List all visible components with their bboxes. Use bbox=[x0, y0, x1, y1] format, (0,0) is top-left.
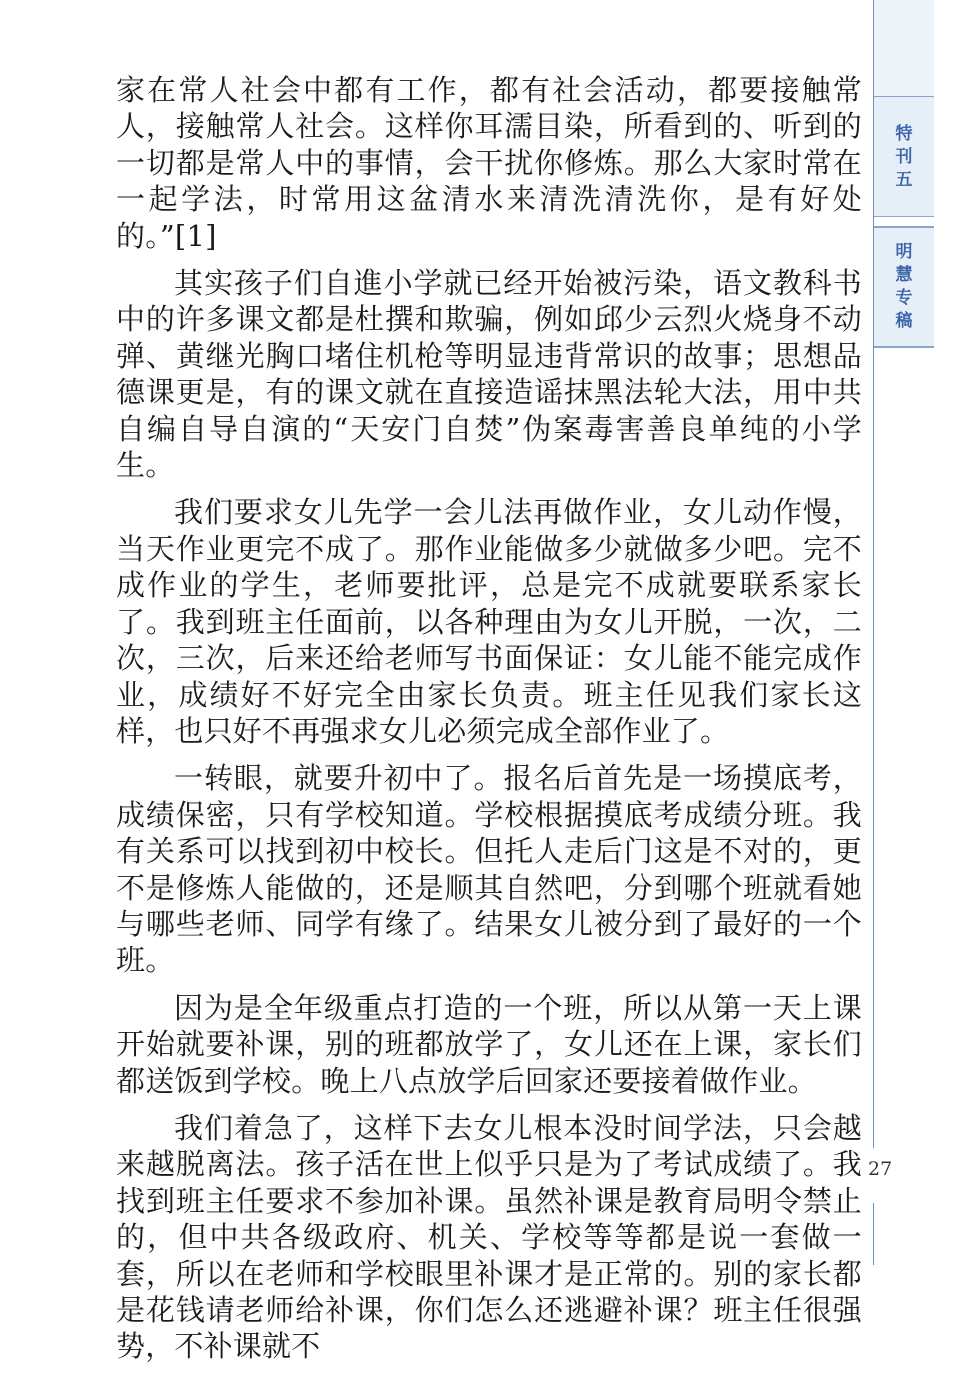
sidebar-top-band bbox=[874, 0, 934, 96]
tab-char: 特 bbox=[895, 123, 913, 144]
paragraph: 家在常人社会中都有工作，都有社会活动，都要接触常人，接触常人社会。这样你耳濡目染，所看到的、听到的一切都是常人中的事情，会干扰你修炼。那么大家时常在一起学法，时常用这盆清水来清洗清洗你，是有好处的。”[1] bbox=[116, 73, 862, 253]
paragraph: 我们着急了，这样下去女儿根本没时间学法，只会越来越脱离法。孩子活在世上似乎只是为了考试成绩了。我找到班主任要求不参加补课。虽然补课是教育局明令禁止的，但中共各级政府、机关、学校等等都是说一套做一套，所以在老师和学校眼里补课才是正常的。别的家长都是花钱请老师给补课，你们怎么还逃避补课？班主任很强势，不补课就不 bbox=[116, 1110, 862, 1364]
tab-char: 专 bbox=[895, 288, 913, 308]
sidebar-tab-special-issue bbox=[874, 96, 934, 219]
tab-char: 刊 bbox=[895, 146, 913, 167]
page-number: 27 bbox=[868, 1158, 893, 1180]
paragraph: 我们要求女儿先学一会儿法再做作业，女儿动作慢，当天作业更完不成了。那作业能做多少就做多少吧。完不成作业的学生，老师要批评，总是完不成就要联系家长了。我到班主任面前，以各种理由为女儿开脱，一次，二次，三次，后来还给老师写书面保证：女儿能不能完成作业，成绩好不好完全由家长负责。班主任见我们家长这样，也只好不再强求女儿必须完成全部作业了。 bbox=[116, 495, 862, 748]
tab-char: 慧 bbox=[895, 265, 913, 285]
vertical-rule-bottom bbox=[873, 1203, 874, 1265]
paragraph: 其实孩子们自進小学就已经开始被污染，语文教科书中的许多课文都是杜撰和欺骗，例如邱少云烈火烧身不动弹、黄继光胸口堵住机枪等明显违背常识的故事；思想品德课更是，有的课文就在直接造谣抹黑法轮大法，用中共自编自导自演的“天安门自焚”伪案毒害善良单纯的小学生。 bbox=[116, 266, 862, 483]
tab-char: 稿 bbox=[895, 311, 913, 331]
sidebar-tab-minghui-article bbox=[874, 226, 934, 348]
tab-char: 明 bbox=[895, 242, 913, 262]
tab-char: 五 bbox=[895, 169, 913, 190]
paragraph: 因为是全年级重点打造的一个班，所以从第一天上课开始就要补课，别的班都放学了，女儿还在上课，家长们都送饭到学校。晚上八点放学后回家还要接着做作业。 bbox=[116, 990, 862, 1098]
paragraph: 一转眼，就要升初中了。报名后首先是一场摸底考，成绩保密，只有学校知道。学校根据摸底考成绩分班。我有关系可以找到初中校长。但托人走后门这是不对的，更不是修炼人能做的，还是顺其自然吧，分到哪个班就看她与哪些老师、同学有缘了。结果女儿被分到了最好的一个班。 bbox=[116, 761, 862, 978]
article-body bbox=[116, 72, 862, 1376]
